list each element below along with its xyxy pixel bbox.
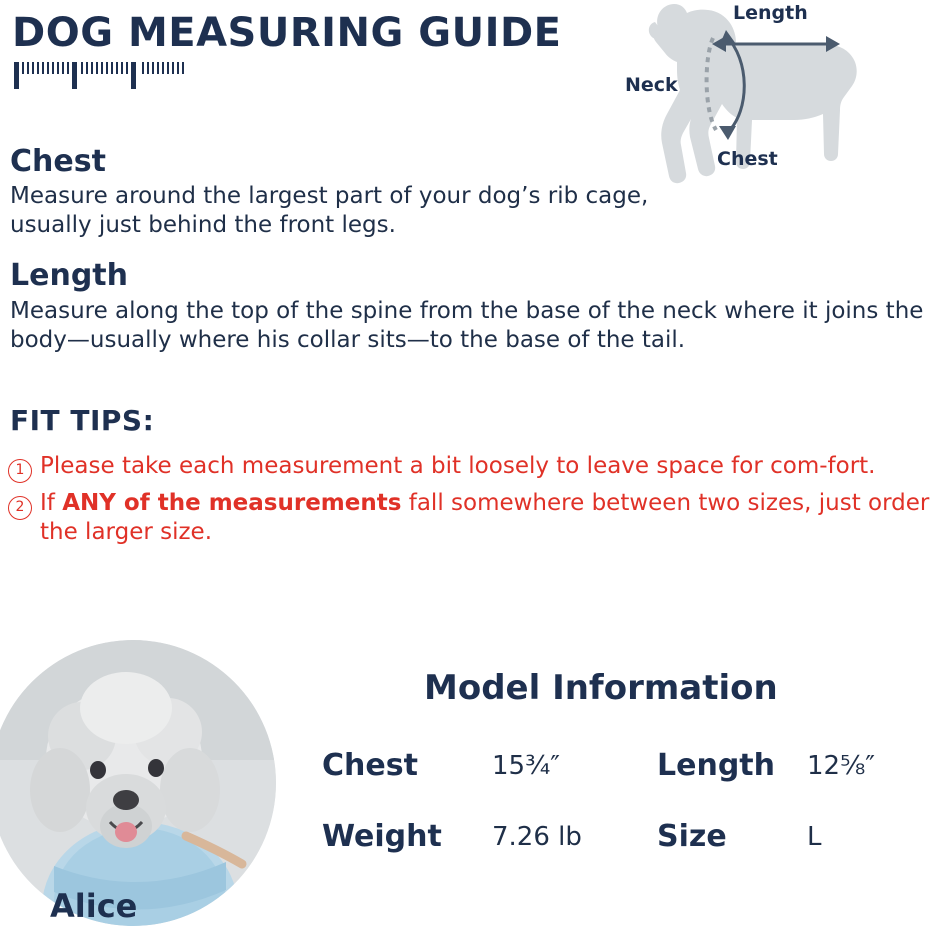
section-heading-chest: Chest — [10, 144, 106, 179]
section-body-length: Measure along the top of the spine from the base of the neck where it joins the body—usually where his collar sits—to the base of the tail. — [10, 298, 924, 354]
tip-2-before: If — [40, 490, 63, 516]
tip-2-after: fall somewhere between two sizes, just order the larger size. — [40, 490, 930, 546]
info-key-chest: Chest — [322, 748, 418, 783]
section-heading-length: Length — [10, 258, 128, 293]
page-title: DOG MEASURING GUIDE — [12, 10, 562, 56]
diagram-label-length: Length — [733, 2, 808, 24]
diagram-label-chest: Chest — [717, 148, 778, 170]
tip-text-1 — [40, 452, 875, 481]
section-body-chest: Measure around the largest part of your dog’s rib cage, usually just behind the front legs. — [10, 183, 649, 239]
diagram-label-neck: Neck — [625, 74, 678, 96]
model-information-title: Model Information — [424, 668, 778, 708]
info-value-size: L — [807, 821, 822, 852]
model-photo-block — [0, 640, 288, 926]
info-value-length: 12⅝″ — [807, 750, 875, 781]
fit-tips-list — [8, 452, 938, 554]
model-information-table — [322, 748, 934, 854]
info-key-size: Size — [657, 819, 727, 854]
info-value-chest: 15¾″ — [492, 750, 560, 781]
fit-tips-heading: FIT TIPS: — [10, 404, 155, 437]
ruler-icon — [14, 62, 186, 90]
list-item — [8, 489, 938, 548]
info-key-weight: Weight — [322, 819, 442, 854]
model-name: Alice — [50, 887, 138, 925]
tip-number-1: 1 — [8, 459, 32, 483]
tip-number-2: 2 — [8, 496, 32, 520]
model-photo — [0, 640, 276, 926]
list-item — [8, 452, 938, 483]
tip-1-body: Please take each measurement a bit loosely to leave space for com-fort. — [40, 453, 876, 479]
info-key-length: Length — [657, 748, 775, 783]
tip-text-2 — [40, 489, 938, 548]
tip-2-bold: ANY of the measurements — [62, 490, 402, 516]
info-value-weight: 7.26 lb — [492, 821, 582, 852]
